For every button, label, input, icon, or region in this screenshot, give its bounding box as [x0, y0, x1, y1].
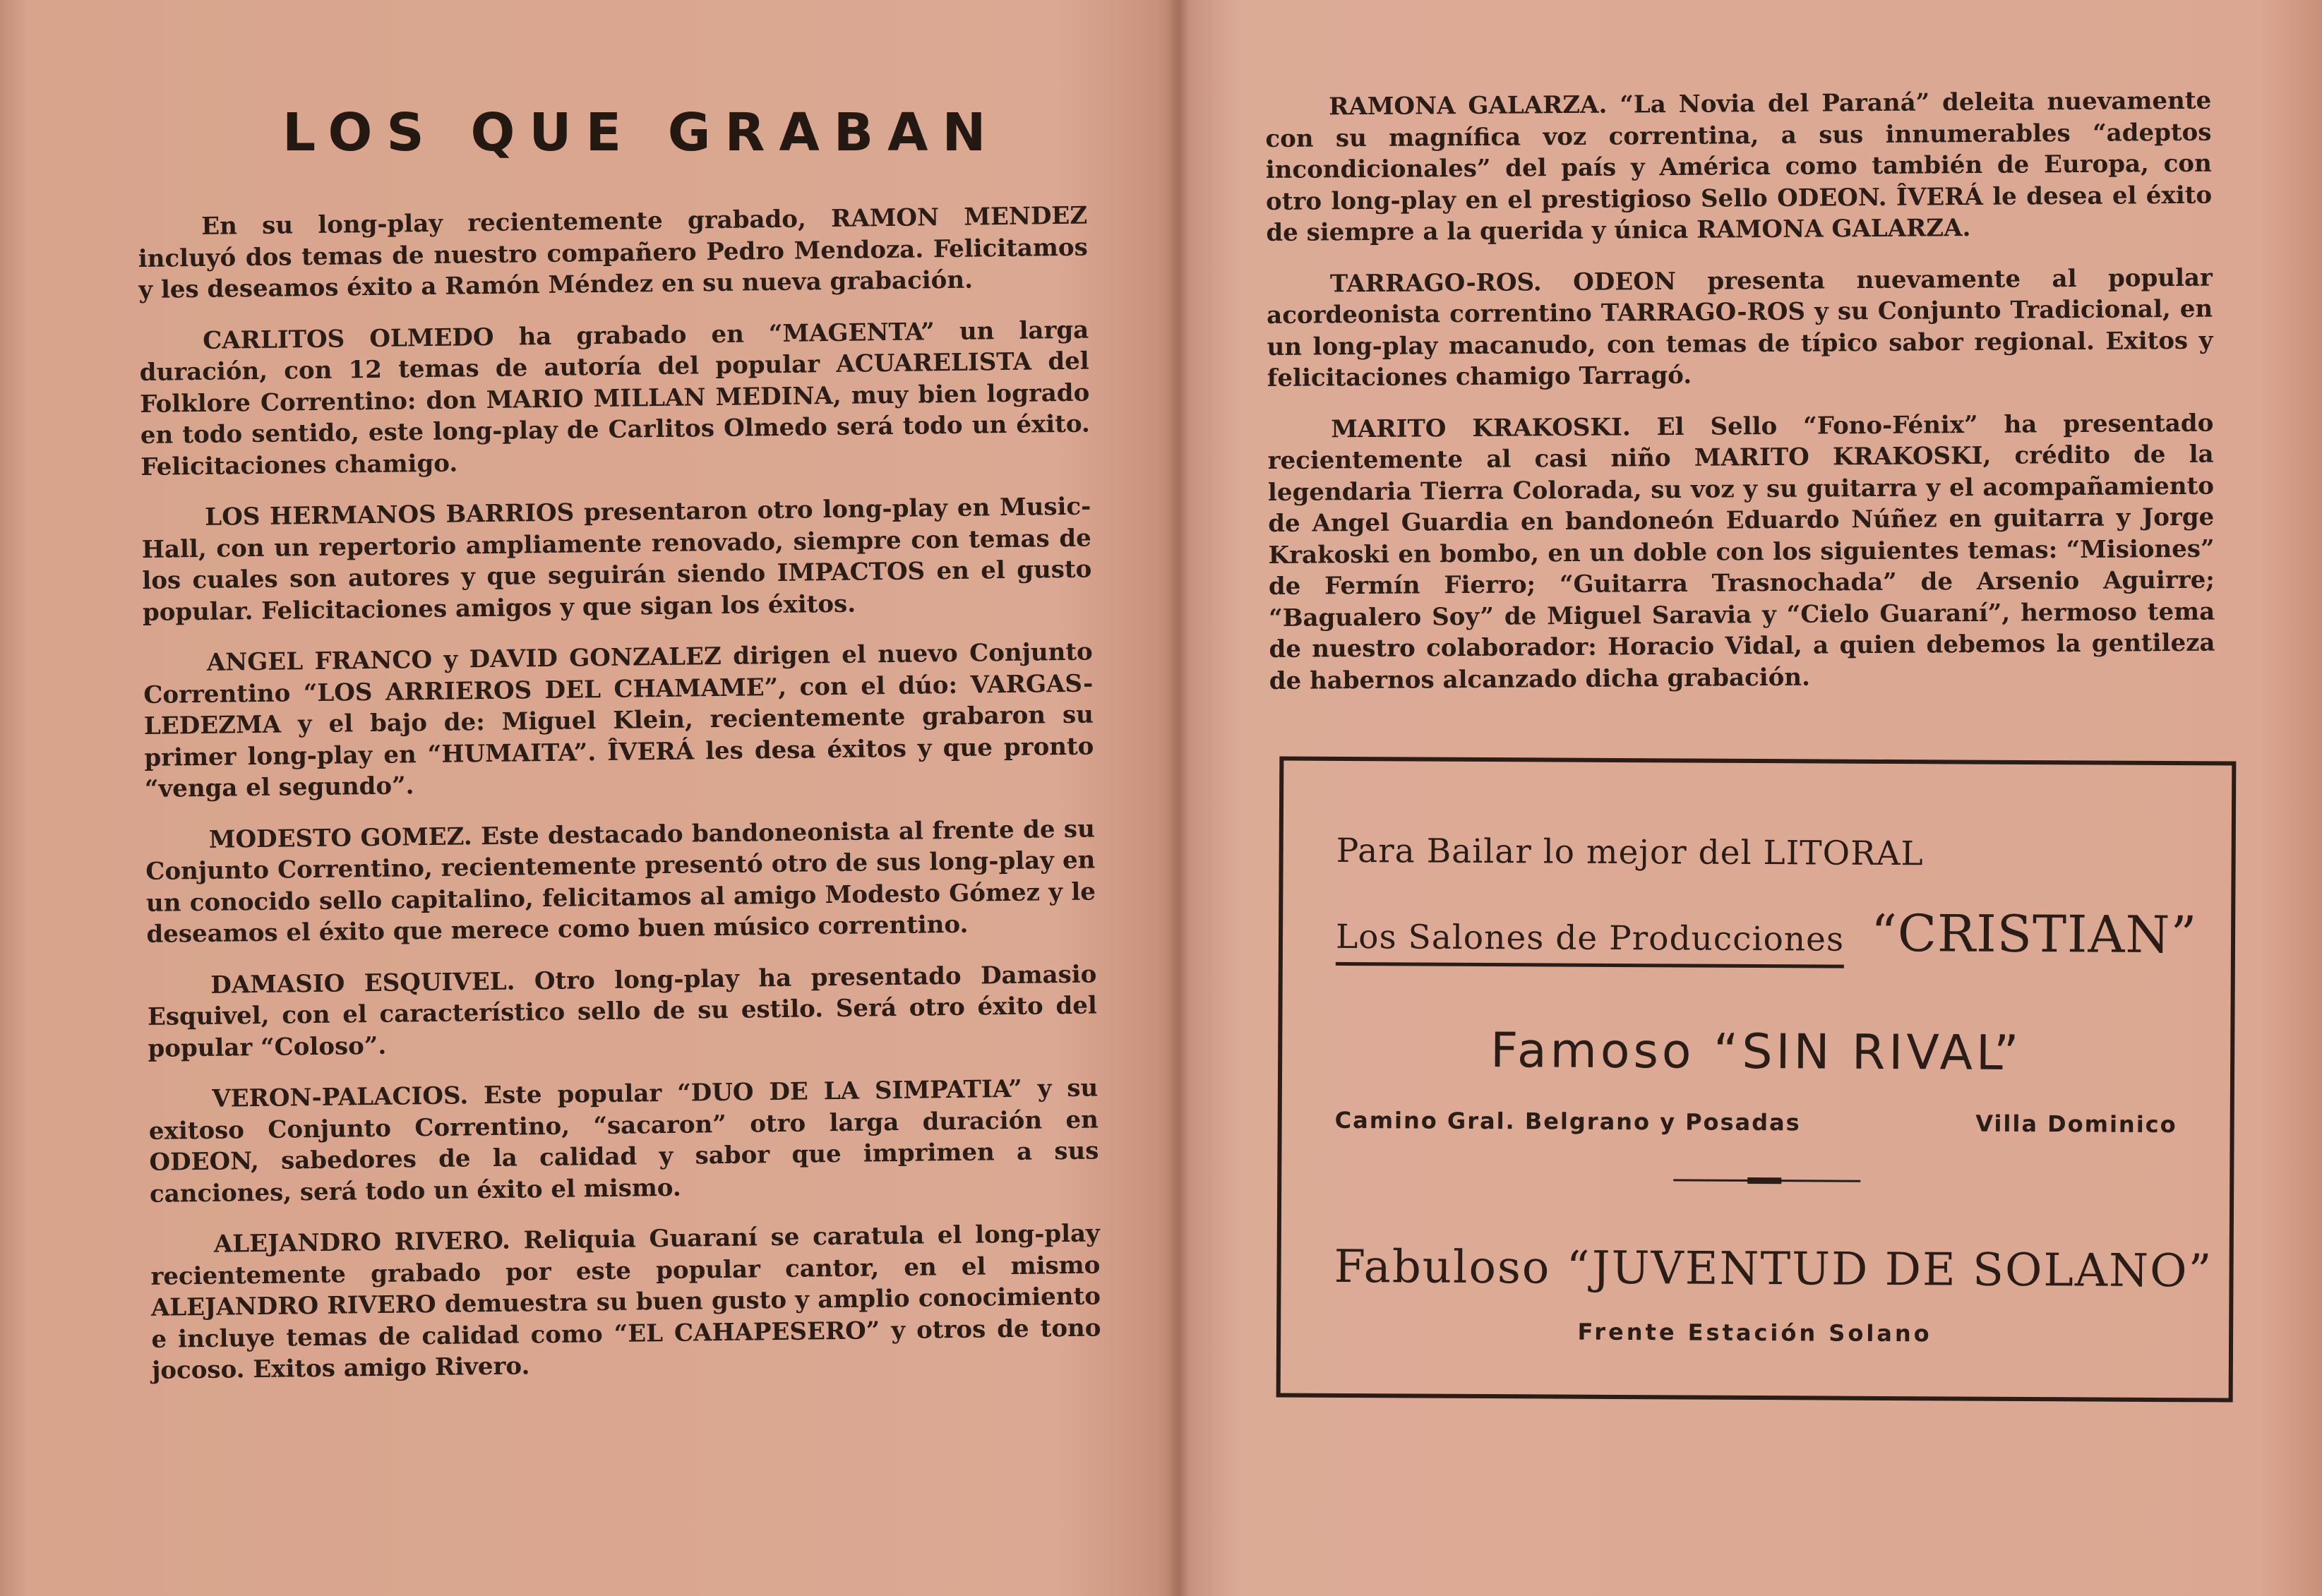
- article-paragraph: TARRAGO-ROS. ODEON presenta nuevamente al popular acordeonista correntino TARRAGO-ROS y su Conjunto Tradicional, en un long-play macanudo, con temas de típico sabor regional. Exitos y felicitaciones chamigo Tarragó.: [1267, 263, 2213, 392]
- venue-juventud-de-solano: Fabuloso “JUVENTUD DE SOLANO”: [1334, 1240, 2213, 1298]
- right-page: [1186, 0, 2322, 1596]
- venue-sin-rival-locality: Villa Dominico: [1975, 1110, 2177, 1139]
- page-title: LOS QUE GRABAN: [282, 102, 1000, 163]
- article-paragraph: ALEJANDRO RIVERO. Reliquia Guaraní se caratula el long-play recientemente grabado por este popular cantor, en el mismo ALEJANDRO RIVERO demuestra su buen gusto y amplio conocimiento e incluye temas de calidad como “EL CAHAPESERO” y otros de tono jocoso. Exitos amigo Rivero.: [150, 1219, 1101, 1385]
- left-article-column: [138, 200, 1102, 1407]
- article-paragraph: VERON-PALACIOS. Este popular “DUO DE LA SIMPATIA” y su exitoso Conjunto Correntino, “sacaron” otro larga duración en ODEON, sabedores de la calidad y sabor que imprimen a sus canciones, será todo un éxito el mismo.: [148, 1074, 1099, 1208]
- article-paragraph: MARITO KRAKOSKI. El Sello “Fono-Fénix” ha presentado recientemente al casi niño MARITO KRAKOSKI, crédito de la legendaria Tierra Colorada, su voz y su guitarra y el acompañamiento de Angel Guardia en bandoneón Eduardo Núñez en guitarra y Jorge Krakoski en bombo, en un doble con los siguientes temas: “Misiones” de Fermín Fierro; “Guitarra Trasnochada” de Arsenio Aguirre; “Bagualero Soy” de Miguel Saravia y “Cielo Guaraní”, hermoso tema de nuestro colaborador: Horacio Vidal, a quien debemos la gentileza de habernos alcanzado dicha grabación.: [1267, 409, 2215, 695]
- article-paragraph: MODESTO GOMEZ. Este destacado bandoneonista al frente de su Conjunto Correntino, recientemente presentó otro de sus long-play en un conocido sello capitalino, felicitamos al amigo Modesto Gómez y le deseamos el éxito que merece como buen músico correntino.: [145, 815, 1096, 949]
- venue-juventud-address: Frente Estación Solano: [1577, 1318, 1932, 1348]
- article-paragraph: ANGEL FRANCO y DAVID GONZALEZ dirigen el nuevo Conjunto Correntino “LOS ARRIEROS DEL CHAMAME”, con el dúo: VARGAS-LEDEZMA y el bajo de: Miguel Klein, recientemente grabaron su primer long-play en “HUMAITA”. ÎVERÁ les desa éxitos y que pronto “venga el segundo”.: [143, 637, 1094, 803]
- article-paragraph: DAMASIO ESQUIVEL. Otro long-play ha presentado Damasio Esquivel, con el característico sello de su estilo. Será otro éxito del popular “Coloso”.: [147, 959, 1098, 1063]
- ad-divider-ornament: [1747, 1177, 1781, 1184]
- right-article-column: [1265, 85, 2215, 716]
- ad-brand-name: “CRISTIAN”: [1870, 903, 2198, 965]
- article-paragraph: RAMONA GALARZA. “La Novia del Paraná” deleita nuevamente con su magnífica voz correntina, a sus innumerables “adeptos incondicionales” del país y América como también de Europa, con otro long-play en el prestigioso Sello ODEON. ÎVERÁ le desea el éxito de siempre a la querida y única RAMONA GALARZA.: [1265, 86, 2213, 247]
- venue-sin-rival: Famoso “SIN RIVAL”: [1490, 1023, 2023, 1081]
- article-paragraph: LOS HERMANOS BARRIOS presentaron otro long-play en Music-Hall, con un repertorio ampliamente renovado, siempre con temas de los cuales son autores y que seguirán siendo IMPACTOS en el gusto popular. Felicitaciones amigos y que sigan los éxitos.: [141, 492, 1092, 627]
- article-paragraph: CARLITOS OLMEDO ha grabado en “MAGENTA” un larga duración, con 12 temas de autoría del popular ACUARELISTA del Folklore Correntino: don MARIO MILLAN MEDINA, muy bien logrado en todo sentido, este long-play de Carlitos Olmedo será todo un éxito. Felicitaciones chamigo.: [139, 316, 1091, 481]
- ad-subheadline: [1336, 901, 2198, 964]
- venue-sin-rival-address: Camino Gral. Belgrano y Posadas: [1334, 1106, 1801, 1136]
- article-paragraph: En su long-play recientemente grabado, RAMON MENDEZ incluyó dos temas de nuestro compañero Pedro Mendoza. Felicitamos y les deseamos éxito a Ramón Méndez en su nueva grabación.: [138, 201, 1088, 304]
- ad-productions-label: Los Salones de Producciones: [1336, 918, 1844, 968]
- advertisement-box: [1276, 756, 2237, 1402]
- ad-headline: Para Bailar lo mejor del LITORAL: [1336, 831, 1924, 874]
